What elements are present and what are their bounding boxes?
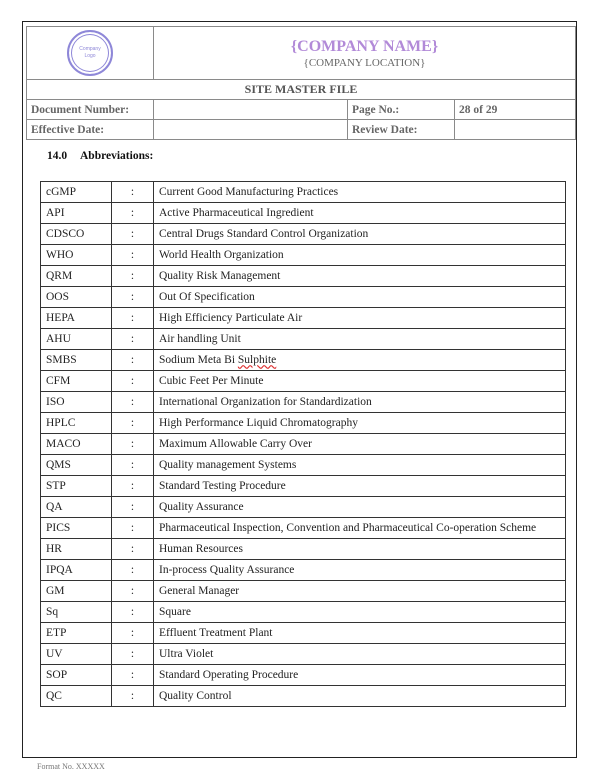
table-row — [41, 203, 566, 224]
review-date-value — [455, 120, 576, 140]
separator-cell: : — [112, 392, 154, 413]
abbreviation-cell: ETP — [41, 623, 112, 644]
company-logo — [67, 30, 113, 76]
abbreviation-cell: AHU — [41, 329, 112, 350]
abbreviation-cell: HPLC — [41, 413, 112, 434]
abbreviation-cell: CDSCO — [41, 224, 112, 245]
separator-cell: : — [112, 476, 154, 497]
abbreviation-cell: IPQA — [41, 560, 112, 581]
table-row — [41, 434, 566, 455]
company-cell — [154, 27, 576, 80]
table-row — [41, 308, 566, 329]
separator-cell: : — [112, 413, 154, 434]
table-row — [41, 686, 566, 707]
abbreviation-cell: UV — [41, 644, 112, 665]
section-number: 14.0 — [47, 150, 68, 162]
page-no-label: Page No.: — [348, 100, 455, 120]
table-row — [41, 644, 566, 665]
separator-cell: : — [112, 665, 154, 686]
separator-cell: : — [112, 560, 154, 581]
abbreviation-cell: QMS — [41, 455, 112, 476]
table-row — [41, 266, 566, 287]
document-number-value — [154, 100, 348, 120]
separator-cell: : — [112, 686, 154, 707]
effective-date-label: Effective Date: — [27, 120, 154, 140]
document-header — [26, 26, 576, 140]
meaning-cell: General Manager — [154, 581, 566, 602]
meaning-cell: Central Drugs Standard Control Organization — [154, 224, 566, 245]
abbreviation-cell: HR — [41, 539, 112, 560]
meaning-cell: Ultra Violet — [154, 644, 566, 665]
meaning-cell: International Organization for Standardization — [154, 392, 566, 413]
abbreviation-cell: API — [41, 203, 112, 224]
table-row — [41, 665, 566, 686]
table-row — [41, 392, 566, 413]
separator-cell: : — [112, 287, 154, 308]
separator-cell: : — [112, 203, 154, 224]
separator-cell: : — [112, 266, 154, 287]
logo-text: Company Logo — [79, 46, 101, 59]
separator-cell: : — [112, 329, 154, 350]
table-row — [41, 581, 566, 602]
separator-cell: : — [112, 539, 154, 560]
abbreviation-cell: Sq — [41, 602, 112, 623]
abbreviation-cell: cGMP — [41, 182, 112, 203]
separator-cell: : — [112, 182, 154, 203]
separator-cell: : — [112, 644, 154, 665]
meaning-cell: Air handling Unit — [154, 329, 566, 350]
page-no-value: 28 of 29 — [455, 100, 576, 120]
abbreviation-cell: QRM — [41, 266, 112, 287]
separator-cell: : — [112, 497, 154, 518]
meaning-cell: Pharmaceutical Inspection, Convention and Pharmaceutical Co-operation Scheme — [154, 518, 566, 539]
abbreviation-cell: WHO — [41, 245, 112, 266]
section-title: Abbreviations: — [80, 150, 154, 162]
table-row — [41, 560, 566, 581]
table-row — [41, 476, 566, 497]
abbreviation-cell: ISO — [41, 392, 112, 413]
abbreviation-cell: QA — [41, 497, 112, 518]
review-date-label: Review Date: — [348, 120, 455, 140]
meaning-cell: Cubic Feet Per Minute — [154, 371, 566, 392]
meaning-cell: Square — [154, 602, 566, 623]
table-row — [41, 371, 566, 392]
meaning-cell: Quality management Systems — [154, 455, 566, 476]
company-location: {COMPANY LOCATION} — [303, 57, 426, 69]
abbreviation-cell: HEPA — [41, 308, 112, 329]
section-heading — [47, 150, 153, 162]
table-row — [41, 224, 566, 245]
separator-cell: : — [112, 434, 154, 455]
separator-cell: : — [112, 602, 154, 623]
meaning-cell: Current Good Manufacturing Practices — [154, 182, 566, 203]
abbreviation-cell: CFM — [41, 371, 112, 392]
table-row — [41, 413, 566, 434]
meaning-cell: Out Of Specification — [154, 287, 566, 308]
meaning-cell: Sodium Meta Bi Sulphite — [154, 350, 566, 371]
format-number: Format No. XXXXX — [37, 762, 105, 771]
meaning-cell: World Health Organization — [154, 245, 566, 266]
meaning-cell: Maximum Allowable Carry Over — [154, 434, 566, 455]
abbreviation-cell: STP — [41, 476, 112, 497]
separator-cell: : — [112, 623, 154, 644]
separator-cell: : — [112, 245, 154, 266]
meaning-cell: Active Pharmaceutical Ingredient — [154, 203, 566, 224]
abbreviation-cell: QC — [41, 686, 112, 707]
separator-cell: : — [112, 518, 154, 539]
table-row — [41, 245, 566, 266]
table-row — [41, 623, 566, 644]
separator-cell: : — [112, 224, 154, 245]
meaning-cell: Quality Risk Management — [154, 266, 566, 287]
separator-cell: : — [112, 581, 154, 602]
table-row — [41, 455, 566, 476]
abbreviation-cell: PICS — [41, 518, 112, 539]
meaning-cell: High Performance Liquid Chromatography — [154, 413, 566, 434]
table-row — [41, 602, 566, 623]
table-row — [41, 539, 566, 560]
abbreviation-cell: GM — [41, 581, 112, 602]
logo-cell — [27, 27, 154, 80]
table-row — [41, 350, 566, 371]
spellcheck-underline: Sulphite — [237, 353, 277, 366]
document-number-label: Document Number: — [27, 100, 154, 120]
abbreviation-cell: OOS — [41, 287, 112, 308]
table-row — [41, 329, 566, 350]
meaning-cell: Effluent Treatment Plant — [154, 623, 566, 644]
separator-cell: : — [112, 455, 154, 476]
meaning-cell: Standard Operating Procedure — [154, 665, 566, 686]
document-title: SITE MASTER FILE — [27, 80, 576, 100]
abbreviation-cell: SMBS — [41, 350, 112, 371]
meaning-cell: Human Resources — [154, 539, 566, 560]
abbreviation-cell: MACO — [41, 434, 112, 455]
effective-date-value — [154, 120, 348, 140]
table-row — [41, 518, 566, 539]
meaning-cell: Quality Control — [154, 686, 566, 707]
separator-cell: : — [112, 308, 154, 329]
abbreviations-table — [40, 181, 566, 707]
table-row — [41, 497, 566, 518]
table-row — [41, 182, 566, 203]
separator-cell: : — [112, 371, 154, 392]
company-name: {COMPANY NAME} — [290, 38, 439, 55]
meaning-cell: Standard Testing Procedure — [154, 476, 566, 497]
abbreviation-cell: SOP — [41, 665, 112, 686]
meaning-cell: In-process Quality Assurance — [154, 560, 566, 581]
meaning-cell: Quality Assurance — [154, 497, 566, 518]
table-row — [41, 287, 566, 308]
meaning-cell: High Efficiency Particulate Air — [154, 308, 566, 329]
separator-cell: : — [112, 350, 154, 371]
